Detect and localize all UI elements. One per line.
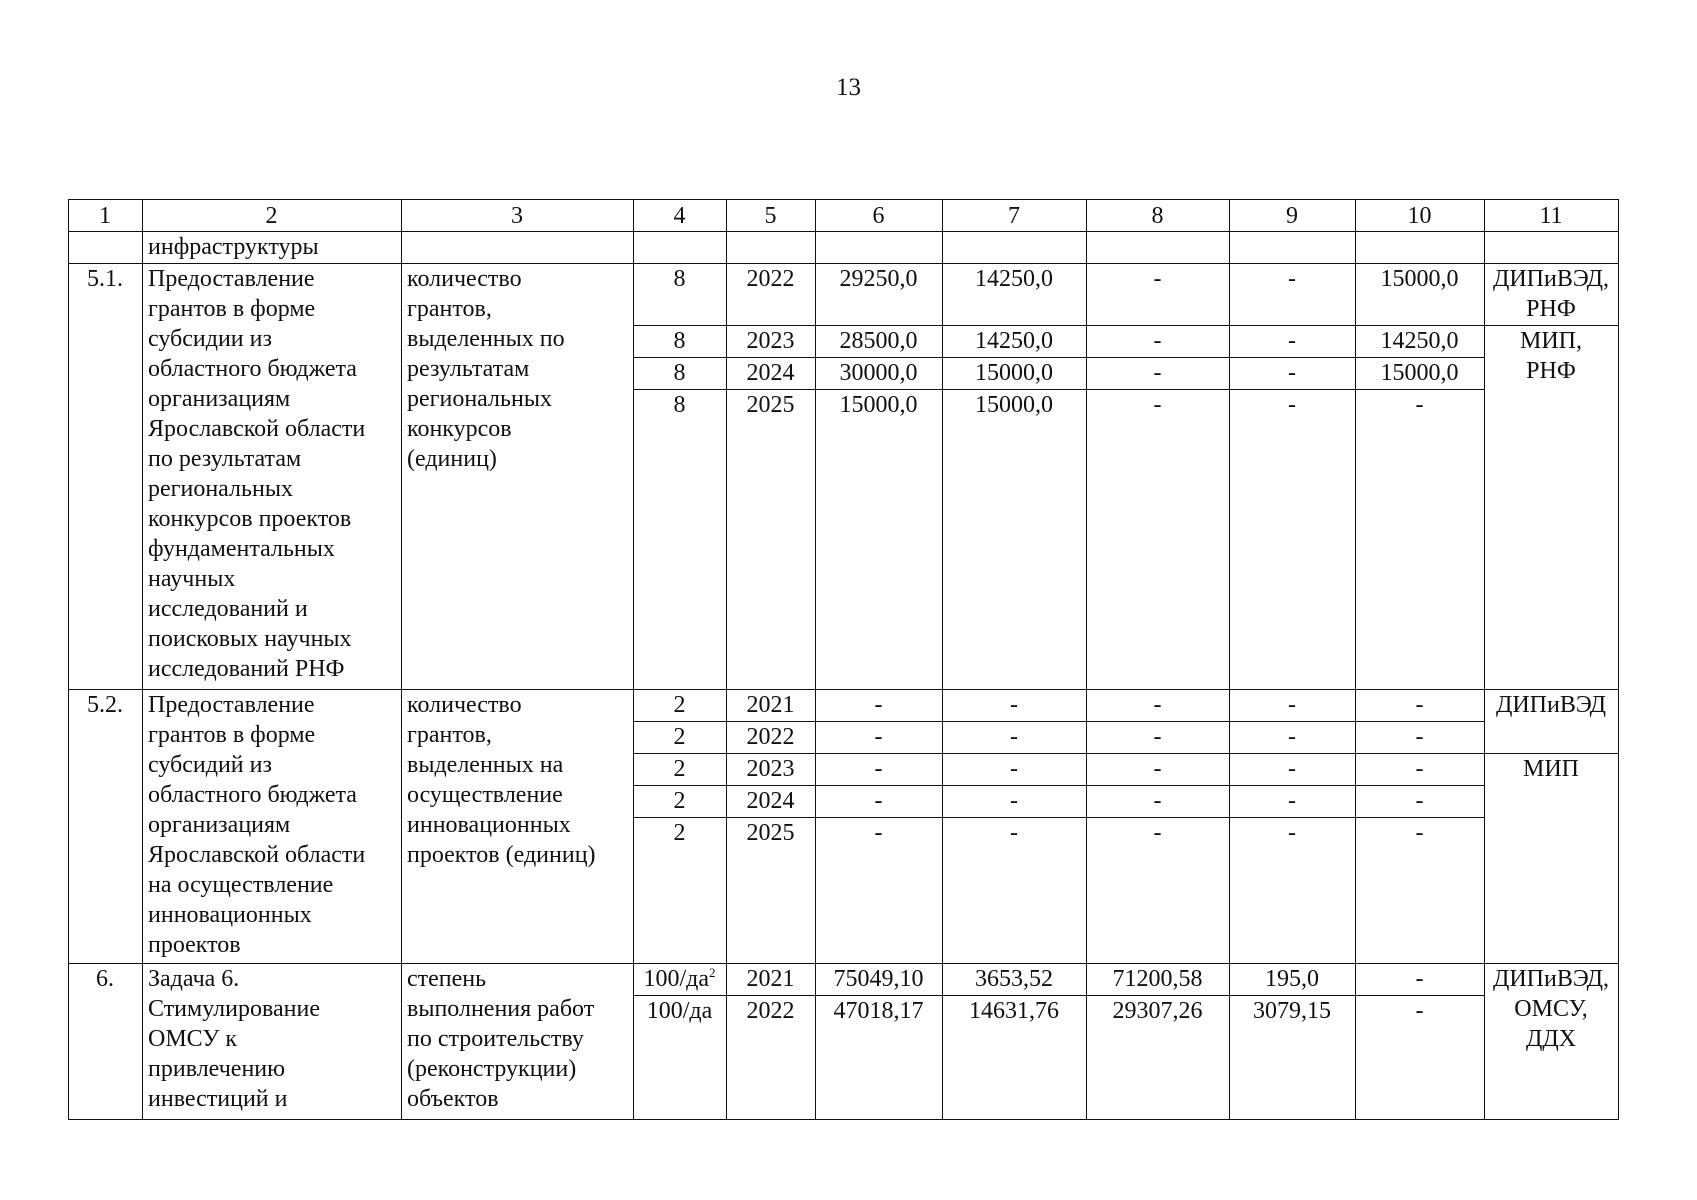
- column-header-2: 2: [265, 203, 278, 229]
- table-cell: 15000,0: [1380, 360, 1459, 386]
- column-rule-11: [1618, 199, 1619, 1120]
- column-header-6: 6: [872, 203, 885, 229]
- table-cell: -: [1288, 328, 1296, 354]
- table-cell: 2: [673, 788, 686, 814]
- item-indicator: степень выполнения работ по строительству (реконструкции) объектов: [407, 966, 595, 1112]
- table-cell: 2022: [746, 724, 795, 750]
- item-indicator: количество грантов, выделенных по результатам региональных конкурсов (единиц): [407, 266, 565, 472]
- table-cell: 3079,15: [1253, 998, 1331, 1024]
- column-header-11: 11: [1539, 203, 1563, 229]
- table-cell: 2: [673, 820, 686, 846]
- executor-text: МИП, РНФ: [1519, 328, 1582, 384]
- column-header-4: 4: [673, 203, 686, 229]
- table-cell: -: [874, 756, 883, 782]
- table-cell: 47018,17: [833, 998, 924, 1024]
- table-cell: 15000,0: [975, 360, 1053, 386]
- table-cell: 30000,0: [839, 360, 918, 386]
- table-cell: 2025: [746, 820, 795, 846]
- table-cell: 100/да: [646, 998, 713, 1024]
- table-cell: -: [1288, 788, 1296, 814]
- table-cell: 8: [673, 266, 686, 292]
- table-cell: 2024: [746, 360, 795, 386]
- table-cell: -: [1415, 820, 1424, 846]
- table-cell: 2022: [746, 266, 795, 292]
- table-cell: 2021: [746, 966, 795, 992]
- table-cell: 15000,0: [839, 392, 918, 418]
- table-cell: -: [1415, 756, 1424, 782]
- table-cell: 2: [673, 724, 686, 750]
- table-cell: -: [1153, 724, 1162, 750]
- table-cell: 8: [673, 360, 686, 386]
- program-table: [68, 199, 1618, 1121]
- column-header-1: 1: [99, 203, 111, 229]
- table-cell: 2023: [746, 756, 795, 782]
- table-cell: 195,0: [1265, 966, 1319, 992]
- table-cell: 2: [673, 756, 686, 782]
- table-cell: -: [1288, 692, 1296, 718]
- table-cell: -: [1415, 392, 1424, 418]
- table-cell: 29250,0: [839, 266, 918, 292]
- table-cell: -: [874, 788, 883, 814]
- column-rule-1: [142, 199, 143, 1120]
- group-2-bottom-rule: [68, 1119, 1619, 1120]
- item-number: 5.2.: [87, 692, 123, 718]
- item-number: 5.1.: [87, 266, 123, 292]
- table-cell: 2023: [746, 328, 795, 354]
- column-header-7: 7: [1008, 203, 1020, 229]
- table-cell: 2021: [746, 692, 795, 718]
- table-cell: -: [1288, 724, 1296, 750]
- table-cell: 8: [673, 392, 686, 418]
- table-cell: 3653,52: [975, 966, 1053, 992]
- table-cell: -: [1010, 756, 1018, 782]
- table-cell: -: [1288, 756, 1296, 782]
- table-cell: -: [1153, 820, 1162, 846]
- table-cell: -: [1415, 998, 1424, 1024]
- table-cell: 2025: [746, 392, 795, 418]
- table-cell: -: [1153, 266, 1162, 292]
- table-cell: 14250,0: [975, 266, 1053, 292]
- table-cell: 29307,26: [1112, 998, 1203, 1024]
- table-cell: 2: [673, 692, 686, 718]
- table-cell: 15000,0: [1380, 266, 1459, 292]
- table-cell: -: [1153, 360, 1162, 386]
- column-header-10: 10: [1407, 203, 1432, 229]
- table-cell: 15000,0: [975, 392, 1053, 418]
- item-indicator: количество грантов, выделенных на осуществление инновационных проектов (единиц): [407, 692, 596, 868]
- table-cell: -: [1010, 692, 1018, 718]
- table-cell: -: [1010, 788, 1018, 814]
- table-cell: 28500,0: [839, 328, 918, 354]
- item-name: Предоставление грантов в форме субсидии из областного бюджета организациям Ярославской области по результатам региональных конкурсов проектов фундаментальных научных исследований и поисковых научных исследований РНФ: [148, 266, 366, 682]
- table-cell: -: [1010, 820, 1018, 846]
- table-cell: -: [1010, 724, 1018, 750]
- continued-item-text: инфраструктуры: [148, 234, 319, 260]
- column-header-5: 5: [764, 203, 777, 229]
- table-cell: -: [1153, 692, 1162, 718]
- table-cell: -: [874, 724, 883, 750]
- table-cell: -: [1153, 788, 1162, 814]
- page-number: 13: [836, 74, 861, 101]
- executor-text: ДИПиВЭД: [1495, 692, 1607, 718]
- table-cell: -: [874, 692, 883, 718]
- item-name: Задача 6. Стимулирование ОМСУ к привлечению инвестиций и: [148, 966, 320, 1112]
- executor-text: МИП: [1522, 756, 1579, 782]
- item-number: 6.: [96, 966, 114, 992]
- table-cell: -: [874, 820, 883, 846]
- table-cell: 2022: [746, 998, 795, 1024]
- table-cell: 14250,0: [975, 328, 1053, 354]
- item-name: Предоставление грантов в форме субсидий из областного бюджета организациям Ярославской области на осуществление инновационных проектов: [148, 692, 366, 958]
- table-cell: -: [1415, 692, 1424, 718]
- executor-text: ДИПиВЭД, ОМСУ, ДДХ: [1492, 966, 1610, 1052]
- table-cell: 2024: [746, 788, 795, 814]
- column-rule-2: [401, 199, 402, 1120]
- table-cell: $100/да^2$: [643, 965, 716, 992]
- table-cell: 71200,58: [1112, 966, 1203, 992]
- table-cell: 8: [673, 328, 686, 354]
- executor-text: ДИПиВЭД, РНФ: [1492, 266, 1610, 322]
- column-header-3: 3: [511, 203, 523, 229]
- table-cell: -: [1288, 820, 1296, 846]
- table-cell: 14631,76: [969, 998, 1059, 1024]
- table-cell: 14250,0: [1380, 328, 1459, 354]
- table-cell: 75049,10: [833, 966, 924, 992]
- column-header-8: 8: [1151, 203, 1164, 229]
- table-cell: -: [1288, 360, 1296, 386]
- unit-footnote-mark: 2: [709, 965, 716, 980]
- table-cell: -: [1415, 966, 1424, 992]
- table-cell: -: [1288, 266, 1296, 292]
- table-cell: -: [1153, 328, 1162, 354]
- column-header-9: 9: [1286, 203, 1298, 229]
- table-cell: -: [1415, 724, 1424, 750]
- table-cell: -: [1153, 392, 1162, 418]
- table-cell: -: [1153, 756, 1162, 782]
- table-cell: -: [1288, 392, 1296, 418]
- table-top-rule: [68, 199, 1619, 200]
- table-cell: -: [1415, 788, 1424, 814]
